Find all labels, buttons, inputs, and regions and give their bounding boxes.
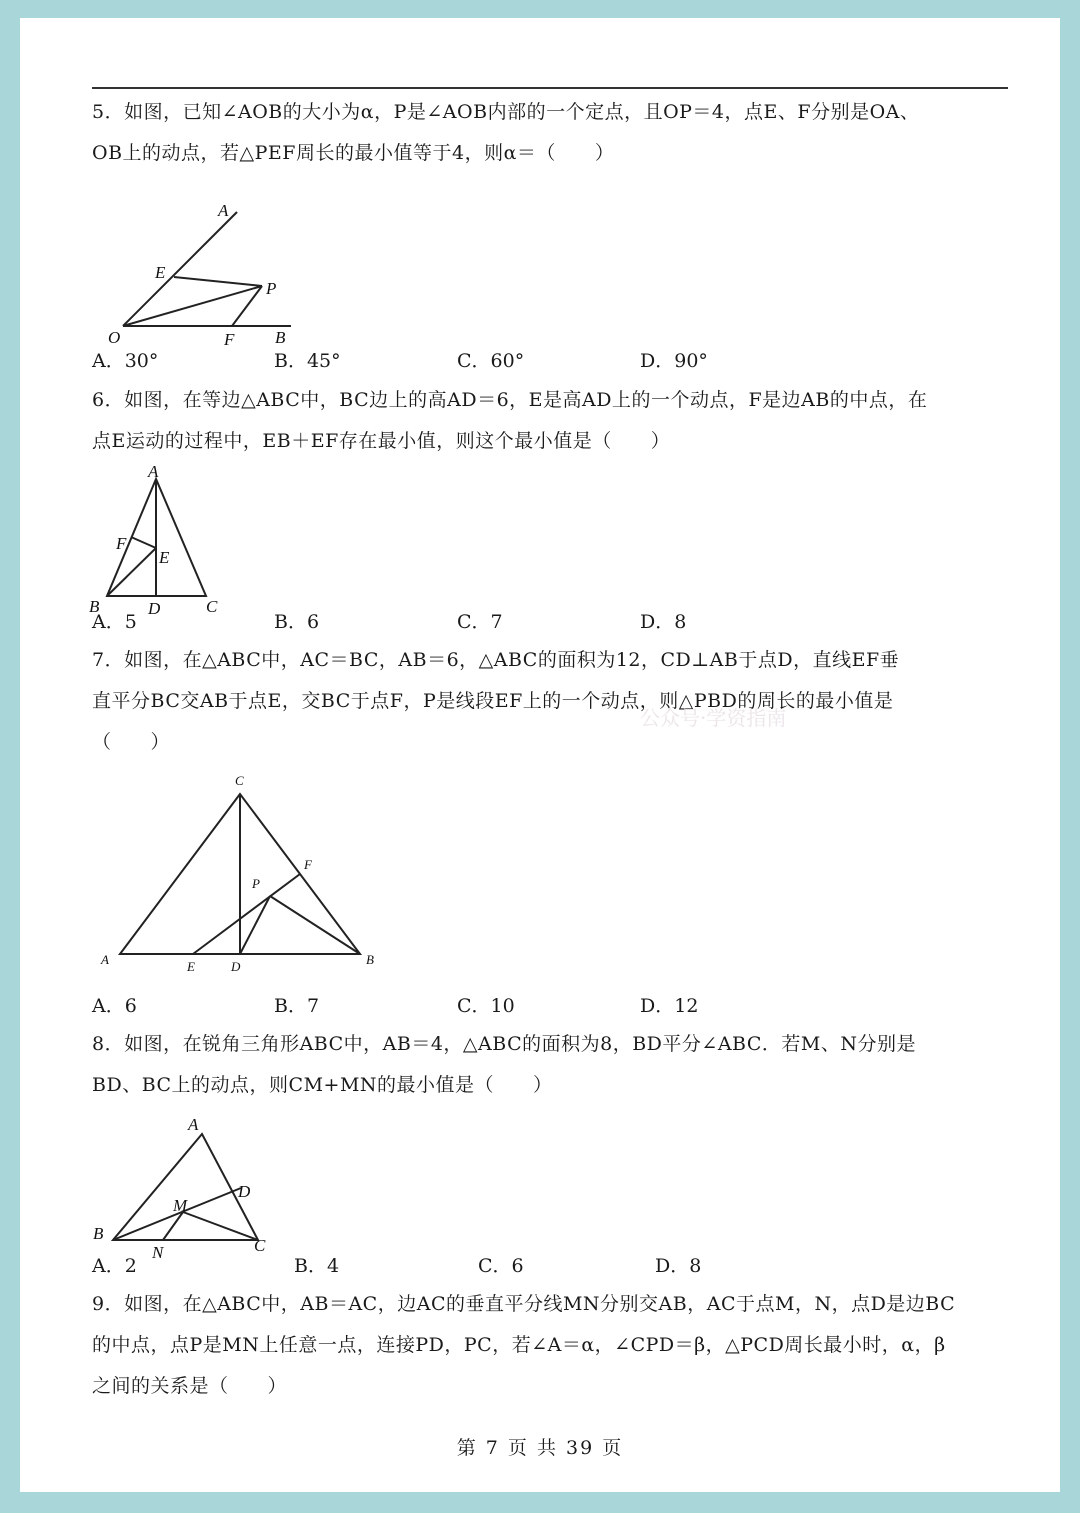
- question-9: [92, 1284, 1008, 1407]
- figure-q8: [90, 1108, 280, 1258]
- question-7-line1: 7．如图，在△ABC中，AC＝BC，AB＝6，△ABC的面积为12，CD⊥AB于点D，直线EF垂: [92, 649, 900, 671]
- question-5-line1: 5．如图，已知∠AOB的大小为α，P是∠AOB内部的一个定点，且OP＝4，点E、F分别是OA、: [92, 101, 920, 123]
- label-o: O: [108, 328, 121, 347]
- option-a[interactable]: A．2: [92, 1255, 137, 1277]
- question-6: [92, 380, 1008, 462]
- label-e: E: [159, 548, 170, 567]
- option-d[interactable]: D．8: [655, 1255, 702, 1277]
- question-6-line2: 点E运动的过程中，EB＋EF存在最小值，则这个最小值是（ ）: [92, 430, 671, 452]
- option-d[interactable]: D．90°: [640, 350, 708, 372]
- option-d[interactable]: D．8: [640, 611, 687, 633]
- figure-q6: [85, 461, 255, 621]
- label-f: F: [116, 534, 127, 553]
- option-c[interactable]: C．60°: [457, 350, 525, 372]
- question-8: [92, 1024, 1008, 1106]
- segment-mc: [183, 1212, 258, 1240]
- label-c: C: [254, 1236, 266, 1255]
- document-page: [20, 18, 1060, 1492]
- option-b[interactable]: B．6: [274, 611, 320, 633]
- question-9-line2: 的中点，点P是MN上任意一点，连接PD，PC，若∠A＝α，∠CPD＝β，△PCD周长最小时，α，β: [92, 1334, 946, 1356]
- option-c[interactable]: C．10: [457, 995, 515, 1017]
- options-q8: [92, 1251, 1008, 1283]
- question-5: [92, 92, 1008, 174]
- label-e: E: [155, 263, 166, 282]
- label-b: B: [93, 1224, 104, 1243]
- question-9-line1: 9．如图，在△ABC中，AB＝AC，边AC的垂直平分线MN分别交AB，AC于点M，N，点D是边BC: [92, 1293, 956, 1315]
- label-d: D: [231, 959, 241, 974]
- question-7-line3: （ ）: [92, 731, 171, 753]
- option-b[interactable]: B．4: [294, 1255, 340, 1277]
- label-n: N: [152, 1243, 164, 1258]
- label-d: D: [238, 1182, 251, 1201]
- label-a: A: [101, 952, 109, 967]
- page-footer: 第 7 页 共 39 页: [456, 1437, 624, 1459]
- label-a: A: [188, 1115, 199, 1134]
- figure-q7: [90, 770, 410, 980]
- segment-fe: [131, 537, 156, 548]
- segment-dp: [240, 896, 270, 954]
- question-9-line3: 之间的关系是（ ）: [92, 1375, 288, 1397]
- segment-ep: [174, 277, 262, 286]
- option-b[interactable]: B．45°: [274, 350, 341, 372]
- option-c[interactable]: C．6: [478, 1255, 524, 1277]
- label-m: M: [173, 1196, 188, 1215]
- label-e: E: [187, 959, 195, 974]
- label-a: A: [148, 462, 159, 481]
- question-7-line2: 直平分BC交AB于点E，交BC于点F，P是线段EF上的一个动点，则△PBD的周长的最小值是: [92, 690, 894, 712]
- triangle-abc: [113, 1134, 258, 1240]
- question-7: [92, 640, 1008, 763]
- option-a[interactable]: A．5: [92, 611, 137, 633]
- watermark: 公众号·学资指南: [640, 706, 787, 730]
- label-d: D: [148, 599, 161, 618]
- options-q7: [92, 991, 1008, 1023]
- options-q5: [92, 346, 1008, 378]
- top-rule: [92, 87, 1008, 89]
- question-6-line1: 6．如图，在等边△ABC中，BC边上的高AD＝6，E是高AD上的一个动点，F是边AB的中点，在: [92, 389, 928, 411]
- label-f: F: [224, 330, 235, 349]
- options-q6: [92, 607, 1008, 639]
- label-f: F: [304, 857, 312, 872]
- segment-be: [107, 548, 156, 596]
- option-a[interactable]: A．6: [92, 995, 137, 1017]
- segment-pb: [270, 896, 360, 954]
- option-b[interactable]: B．7: [274, 995, 320, 1017]
- label-b: B: [275, 328, 286, 347]
- question-5-line2: OB上的动点，若△PEF周长的最小值等于4，则α＝（ ）: [92, 142, 615, 164]
- label-p: P: [252, 876, 260, 891]
- question-8-line1: 8．如图，在锐角三角形ABC中，AB＝4，△ABC的面积为8，BD平分∠ABC．若M、N分别是: [92, 1033, 916, 1055]
- label-c: C: [206, 597, 218, 616]
- figure-q5: [105, 188, 325, 353]
- label-a: A: [218, 201, 229, 220]
- label-c: C: [235, 773, 244, 788]
- option-c[interactable]: C．7: [457, 611, 503, 633]
- question-8-line2: BD、BC上的动点，则CM+MN的最小值是（ ）: [92, 1074, 553, 1096]
- label-p: P: [266, 279, 277, 298]
- option-d[interactable]: D．12: [640, 995, 699, 1017]
- label-b: B: [366, 952, 374, 967]
- segment-pf: [232, 286, 262, 326]
- label-b: B: [89, 597, 100, 616]
- option-a[interactable]: A．30°: [92, 350, 159, 372]
